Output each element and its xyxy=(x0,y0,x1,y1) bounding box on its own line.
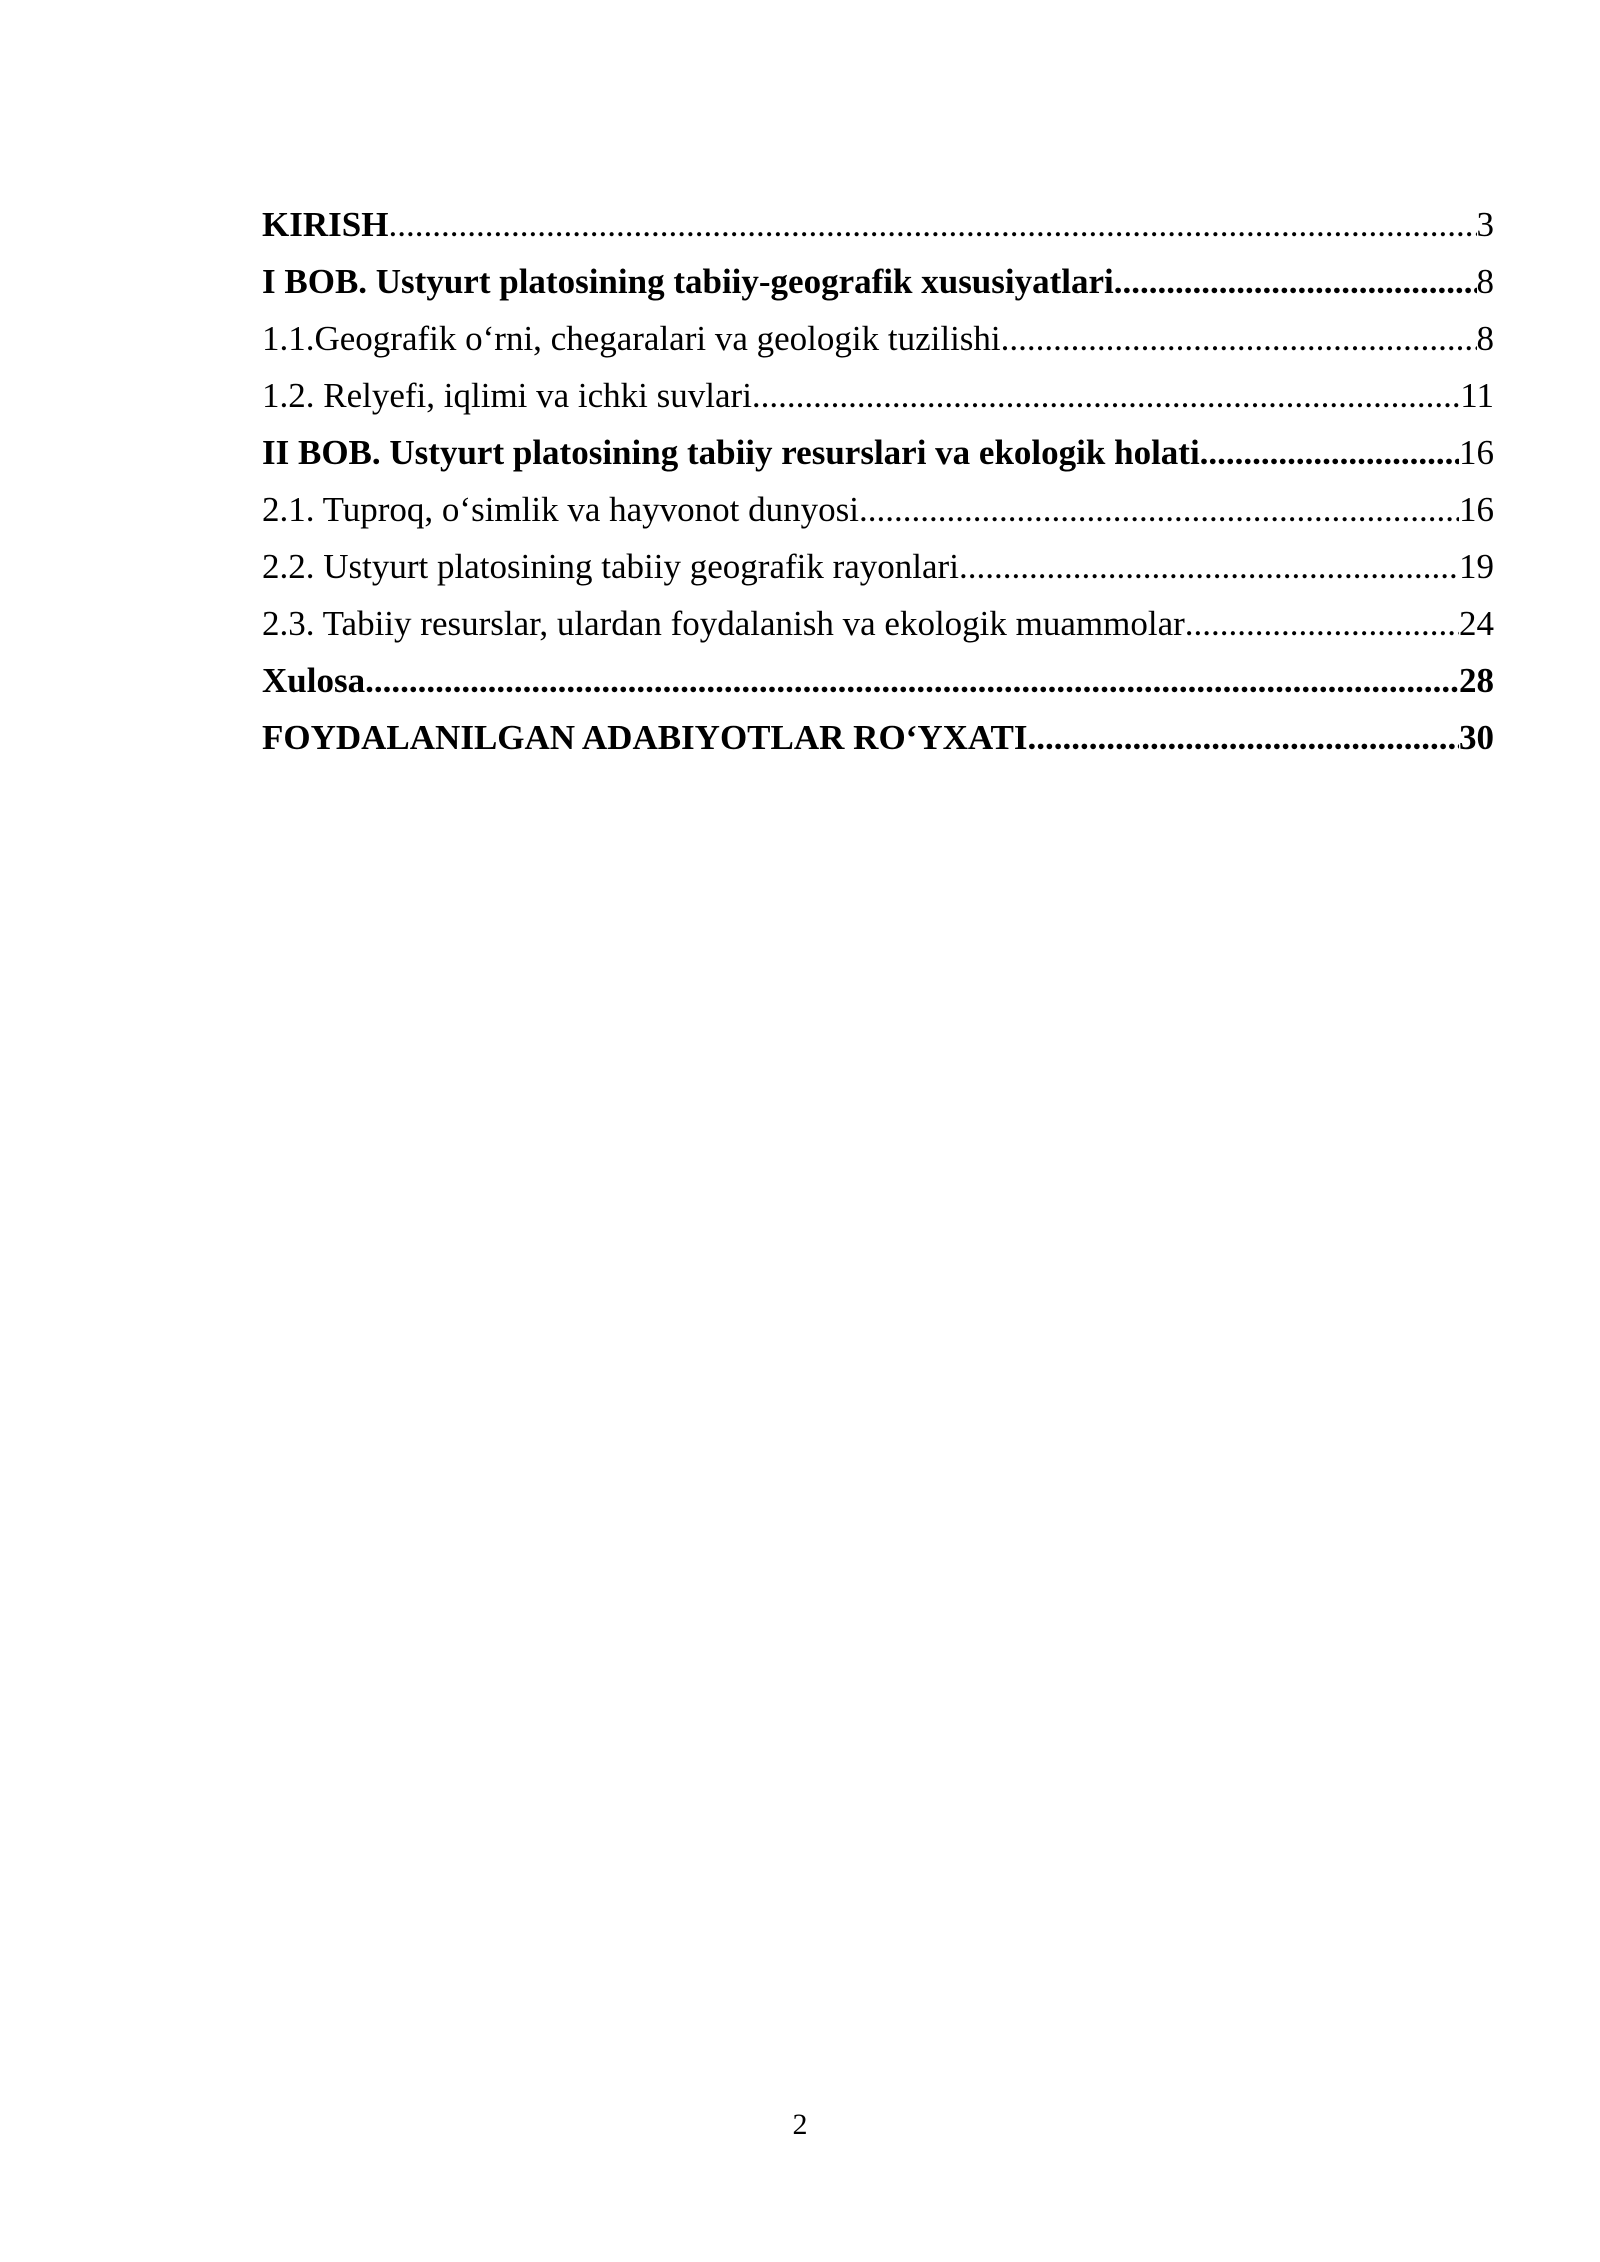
toc-entry-title: 2.1. Tuproq, o‘simlik va hayvonot dunyosi xyxy=(262,490,859,529)
toc-leader-dots xyxy=(859,481,1459,538)
toc-entry-title: 1.1.Geografik o‘rni, chegaralari va geologik tuzilishi xyxy=(262,319,1001,358)
toc-entry-xulosa[interactable] xyxy=(262,652,1494,709)
toc-leader-dots xyxy=(388,196,1476,253)
toc-entry-page: 8 xyxy=(1476,262,1494,301)
table-of-contents xyxy=(262,196,1494,766)
toc-entry-title: 1.2. Relyefi, iqlimi va ichki suvlari xyxy=(262,376,752,415)
toc-entry-title: 2.2. Ustyurt platosining tabiiy geografik rayonlari xyxy=(262,547,959,586)
toc-entry-page: 16 xyxy=(1459,433,1494,472)
toc-leader-dots xyxy=(1114,253,1477,310)
toc-entry-page: 28 xyxy=(1459,661,1494,700)
toc-entry-title: I BOB. Ustyurt platosining tabiiy-geografik xususiyatlari xyxy=(262,262,1114,301)
toc-entry-page: 8 xyxy=(1476,319,1494,358)
page-number: 2 xyxy=(792,2108,808,2141)
toc-entry-section-1-2[interactable] xyxy=(262,367,1494,424)
toc-leader-dots xyxy=(959,538,1459,595)
toc-entry-kirish[interactable] xyxy=(262,196,1494,253)
toc-leader-dots xyxy=(1001,310,1477,367)
toc-leader-dots xyxy=(1200,424,1459,481)
toc-entry-title: II BOB. Ustyurt platosining tabiiy resurslari va ekologik holati xyxy=(262,433,1200,472)
toc-entry-section-1-1[interactable] xyxy=(262,310,1494,367)
toc-entry-bibliography[interactable] xyxy=(262,709,1494,766)
toc-entry-title: Xulosa xyxy=(262,661,366,700)
toc-entry-page: 16 xyxy=(1459,490,1494,529)
toc-entry-title: 2.3. Tabiiy resurslar, ulardan foydalanish va ekologik muammolar xyxy=(262,604,1185,643)
toc-leader-dots xyxy=(752,367,1460,424)
toc-leader-dots xyxy=(1185,595,1459,652)
toc-leader-dots xyxy=(365,652,1459,709)
toc-entry-title: KIRISH xyxy=(262,205,389,244)
toc-leader-dots xyxy=(1028,709,1459,766)
toc-entry-section-2-3[interactable] xyxy=(262,595,1494,652)
toc-entry-page: 19 xyxy=(1459,547,1494,586)
toc-entry-title: FOYDALANILGAN ADABIYOTLAR RO‘YXATI xyxy=(262,718,1028,757)
toc-entry-chapter-2[interactable] xyxy=(262,424,1494,481)
toc-entry-page: 3 xyxy=(1476,205,1494,244)
toc-entry-page: 24 xyxy=(1459,604,1494,643)
toc-entry-page: 30 xyxy=(1459,718,1494,757)
toc-entry-page: 11 xyxy=(1460,376,1494,415)
toc-entry-chapter-1[interactable] xyxy=(262,253,1494,310)
toc-entry-section-2-1[interactable] xyxy=(262,481,1494,538)
toc-entry-section-2-2[interactable] xyxy=(262,538,1494,595)
